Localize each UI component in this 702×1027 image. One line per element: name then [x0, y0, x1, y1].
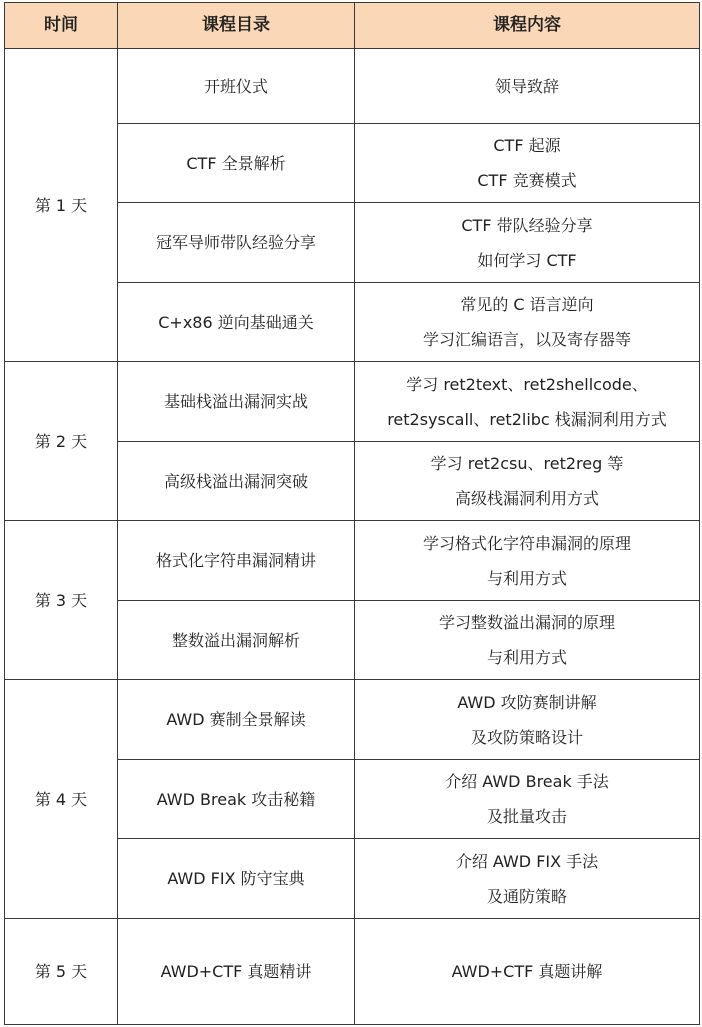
content-cell [355, 601, 700, 680]
catalog-cell: AWD+CTF 真题精讲 [118, 919, 355, 1025]
catalog-cell: C+x86 逆向基础通关 [118, 283, 355, 362]
content-line: AWD 攻防赛制讲解 [457, 692, 597, 712]
content-cell [355, 362, 700, 442]
content-cell [355, 839, 700, 919]
content-cell [355, 521, 700, 601]
content-line: 高级栈漏洞利用方式 [454, 489, 599, 508]
content-line: 学习格式化字符串漏洞的原理 [422, 533, 631, 553]
catalog-cell: AWD FIX 防守宝典 [118, 839, 355, 919]
catalog-cell: CTF 全景解析 [118, 124, 355, 203]
content-line: 与利用方式 [486, 568, 567, 588]
content-line: CTF 带队经验分享 [461, 215, 593, 235]
content-line: CTF 起源 [493, 136, 561, 155]
catalog-cell: AWD Break 攻击秘籍 [118, 760, 355, 839]
content-line: 介绍 AWD FIX 手法 [455, 851, 599, 871]
day-cell: 第 1 天 [5, 49, 118, 362]
catalog-cell: 冠军导师带队经验分享 [118, 203, 355, 283]
table-row [5, 521, 700, 601]
content-line: ret2syscall、ret2libc 栈漏洞利用方式 [387, 409, 667, 429]
content-cell [355, 919, 700, 1025]
content-cell [355, 283, 700, 362]
table-row [5, 919, 700, 1025]
content-line: 及攻防策略设计 [470, 727, 583, 747]
day-cell: 第 4 天 [5, 680, 118, 919]
content-cell [355, 203, 700, 283]
content-line: 如何学习 CTF [477, 250, 577, 270]
content-cell [355, 124, 700, 203]
day-cell: 第 5 天 [5, 919, 118, 1025]
day-cell: 第 2 天 [5, 362, 118, 521]
table-row [5, 49, 700, 124]
content-cell [355, 680, 700, 760]
catalog-cell: 开班仪式 [118, 49, 355, 124]
catalog-cell: 高级栈溢出漏洞突破 [118, 442, 355, 521]
catalog-cell: AWD 赛制全景解读 [118, 680, 355, 760]
catalog-cell: 格式化字符串漏洞精讲 [118, 521, 355, 601]
content-line: 介绍 AWD Break 手法 [445, 772, 609, 791]
table-row [5, 680, 700, 760]
header-row [5, 3, 700, 49]
content-line: 及通防策略 [486, 886, 567, 906]
content-line: 学习 ret2text、ret2shellcode、 [406, 374, 648, 394]
content-line: 学习 ret2csu、ret2reg 等 [430, 454, 624, 473]
content-line: 常见的 C 语言逆向 [460, 295, 594, 314]
content-line: 与利用方式 [486, 648, 567, 667]
content-line: CTF 竞赛模式 [477, 171, 577, 190]
day-cell: 第 3 天 [5, 521, 118, 680]
content-line: 领导致辞 [494, 76, 559, 96]
catalog-cell: 整数溢出漏洞解析 [118, 601, 355, 680]
content-cell [355, 442, 700, 521]
content-line: 学习汇编语言，以及寄存器等 [422, 330, 631, 349]
header-catalog: 课程目录 [118, 3, 355, 49]
header-content: 课程内容 [355, 3, 700, 49]
catalog-cell: 基础栈溢出漏洞实战 [118, 362, 355, 442]
content-cell [355, 49, 700, 124]
content-line: 学习整数溢出漏洞的原理 [438, 613, 615, 632]
table-row [5, 362, 700, 442]
content-cell [355, 760, 700, 839]
content-line: AWD+CTF 真题讲解 [451, 962, 603, 981]
course-schedule-table [4, 2, 700, 1025]
header-time: 时间 [5, 3, 118, 49]
content-line: 及批量攻击 [486, 807, 567, 826]
